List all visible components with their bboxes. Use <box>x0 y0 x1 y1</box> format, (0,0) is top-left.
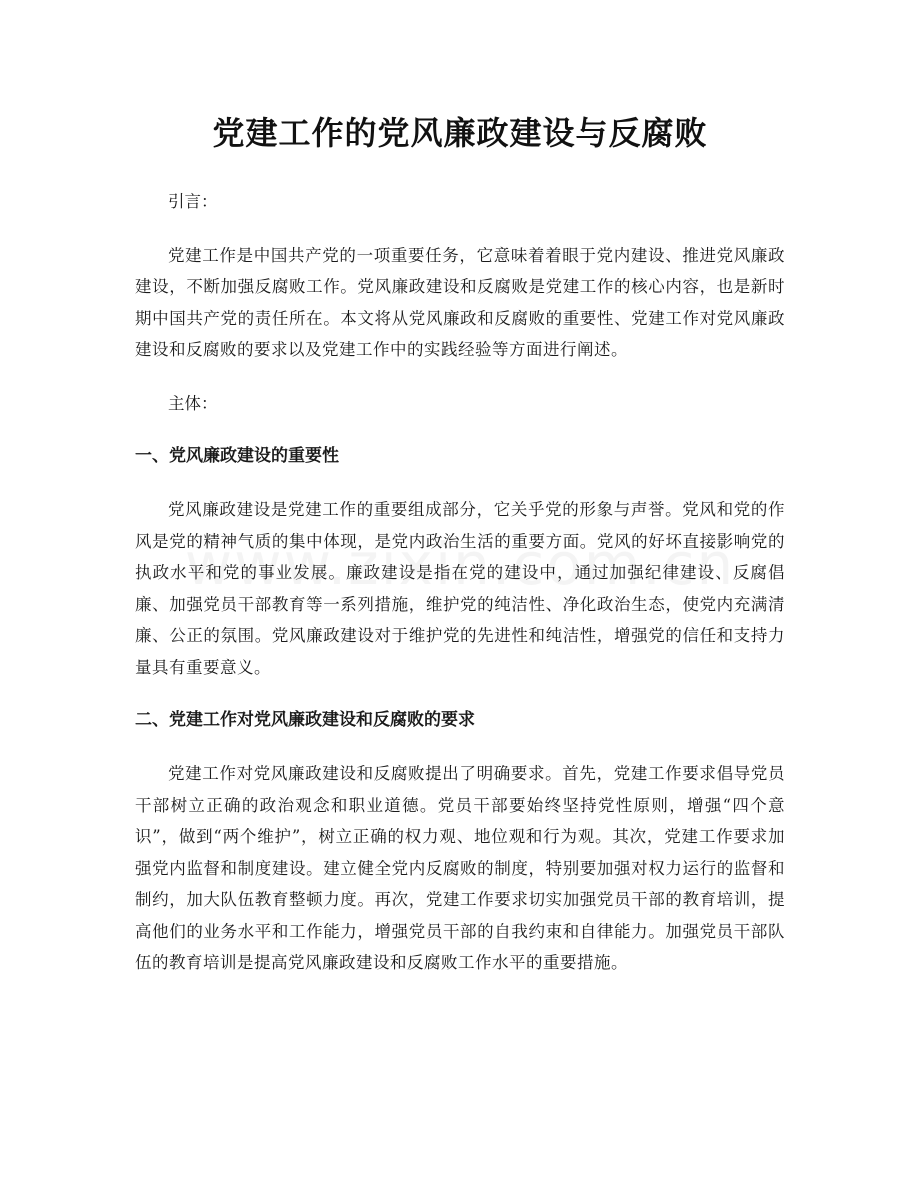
document-body <box>135 186 785 1001</box>
document-title: 党建工作的党风廉政建设与反腐败 <box>212 114 708 152</box>
intro-label: 引言： <box>168 192 218 211</box>
section-heading-2: 二、党建工作对党风廉政建设和反腐败的要求 <box>135 710 475 730</box>
body-label: 主体： <box>168 393 218 413</box>
section-paragraph-2: 党建工作对党风廉政建设和反腐败提出了明确要求。首先，党建工作要求倡导党员干部树立正确的政治观念和职业道德。党员干部要始终坚持党性原则，增强“四个意识”，做到“两个维护”，树立正确的权力观、地位观和行为观。其次，党建工作要求加强党内监督和制度建设。建立健全党内反腐败的制度，特别要加强对权力运行的监督和制约，加大队伍教育整顿力度。再次，党建工作要求切实加强党员干部的教育培训，提高他们的业务水平和工作能力，增强党员干部的自我约束和自律能力。加强党员干部队伍的教育培训是提高党风廉政建设和反腐败工作水平的重要措施。 <box>135 764 785 972</box>
section-heading-1: 一、党风廉政建设的重要性 <box>135 446 339 466</box>
intro-paragraph: 党建工作是中国共产党的一项重要任务，它意味着着眼于党内建设、推进党风廉政建设，不断加强反腐败工作。党风廉政建设和反腐败是党建工作的核心内容，也是新时期中国共产党的责任所在。本文将从党风廉政和反腐败的重要性、党建工作对党风廉政建设和反腐败的要求以及党建工作中的实践经验等方面进行阐述。 <box>135 245 785 359</box>
section-paragraph-1: 党风廉政建设是党建工作的重要组成部分，它关乎党的形象与声誉。党风和党的作风是党的精神气质的集中体现，是党内政治生活的重要方面。党风的好坏直接影响党的执政水平和党的事业发展。廉政建设是指在党的建设中，通过加强纪律建设、反腐倡廉、加强党员干部教育等一系列措施，维护党的纯洁性、净化政治生态，使党内充满清廉、公正的氛围。党风廉政建设对于维护党的先进性和纯洁性，增强党的信任和支持力量具有重要意义。 <box>135 500 785 677</box>
